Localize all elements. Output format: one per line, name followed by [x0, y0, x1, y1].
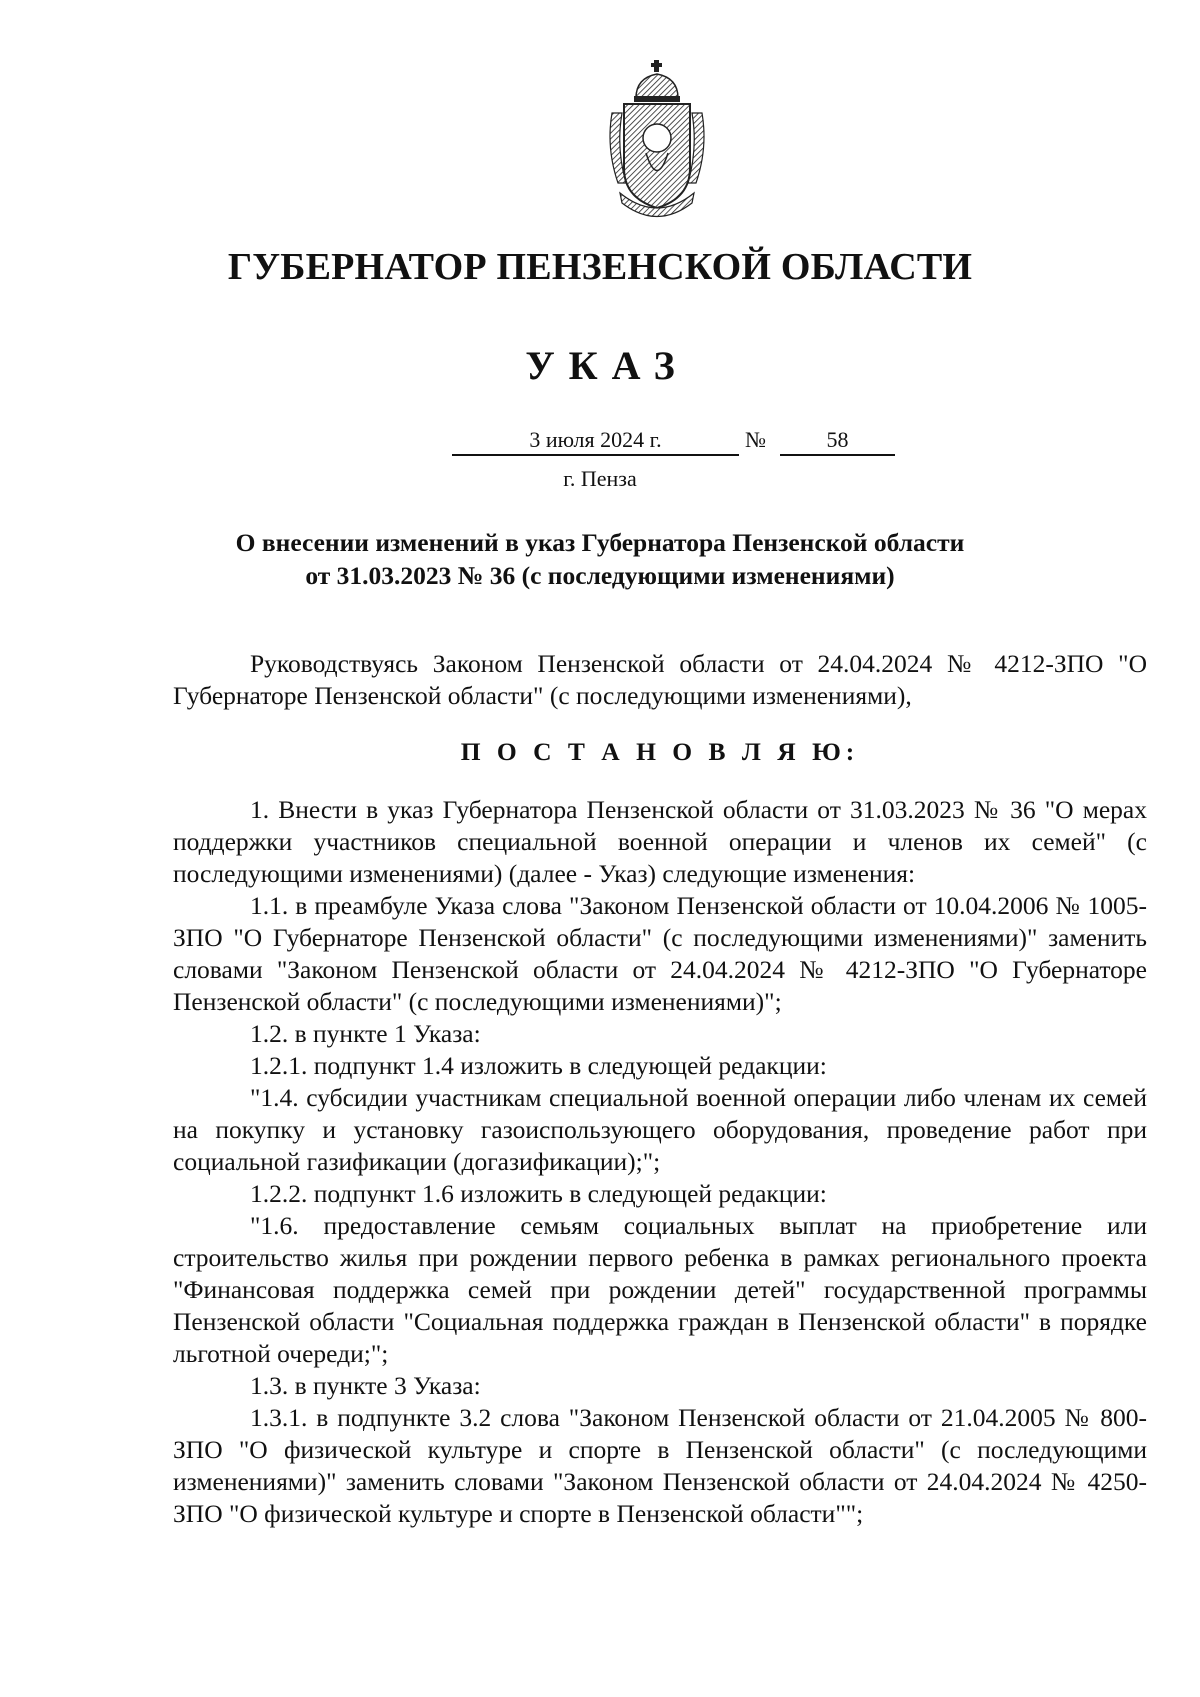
body-paragraph: "1.6. предоставление семьям социальных выплат на приобретение или строительство жилья при рождении первого ребенка в рамках регионального проекта "Финансовая поддержка семей при рождении детей" государственной программы Пензенской области "Социальная поддержка граждан в Пензенской области" в порядке льготной очереди;";	[173, 1211, 1147, 1368]
issuing-authority: ГУБЕРНАТОР ПЕНЗЕНСКОЙ ОБЛАСТИ	[227, 246, 973, 288]
body-paragraph: 1. Внести в указ Губернатора Пензенской области от 31.03.2023 № 36 "О мерах поддержки участников специальной военной операции и членов их семей" (с последующими изменениями) (далее - Указ) следующие изменения:	[173, 795, 1147, 888]
body-paragraph: 1.3. в пункте 3 Указа:	[250, 1371, 481, 1400]
document-title	[150, 526, 1050, 592]
body-paragraph: 1.1. в преамбуле Указа слова "Законом Пензенской области от 10.04.2006 № 1005-ЗПО "О Губернаторе Пензенской области" (с последующими изменениями)" заменить словами "Законом Пензенской области от 24.04.2024 № 4212-ЗПО "О Губернаторе Пензенской области" (с последующими изменениями)";	[173, 891, 1147, 1016]
body-paragraph: 1.3.1. в подпункте 3.2 слова "Законом Пензенской области от 21.04.2005 № 800-ЗПО "О физической культуре и спорте в Пензенской области" (с последующими изменениями)" заменить словами "Законом Пензенской области от 24.04.2024 № 4250-ЗПО "О физической культуре и спорте в Пензенской области"";	[173, 1403, 1147, 1528]
body-paragraph: 1.2.2. подпункт 1.6 изложить в следующей редакции:	[250, 1179, 827, 1208]
document-title-line: от 31.03.2023 № 36 (с последующими изменениями)	[305, 561, 895, 590]
preamble-paragraph: Руководствуясь Законом Пензенской области от 24.04.2024 № 4212-ЗПО "О Губернаторе Пензенской области" (с последующими изменениями),	[173, 649, 1147, 710]
coat-of-arms-icon	[606, 58, 708, 218]
document-number: 58	[780, 425, 895, 456]
body-paragraph: 1.2. в пункте 1 Указа:	[250, 1019, 481, 1048]
number-sign: №	[745, 427, 766, 452]
document-city: г. Пенза	[563, 466, 637, 491]
document-date: 3 июля 2024 г.	[452, 425, 739, 456]
document-title-line: О внесении изменений в указ Губернатора Пензенской области	[235, 528, 965, 557]
decree-heading: П О С Т А Н О В Л Я Ю:	[460, 737, 860, 766]
body-paragraph: "1.4. субсидии участникам специальной военной операции либо членам их семей на покупку и установку газоиспользующего оборудования, проведение работ при социальной газификации (догазификации);";	[173, 1083, 1147, 1176]
body-paragraph: 1.2.1. подпункт 1.4 изложить в следующей редакции:	[250, 1051, 827, 1080]
document-body	[173, 648, 1147, 1530]
document-type: УКАЗ	[525, 343, 689, 388]
